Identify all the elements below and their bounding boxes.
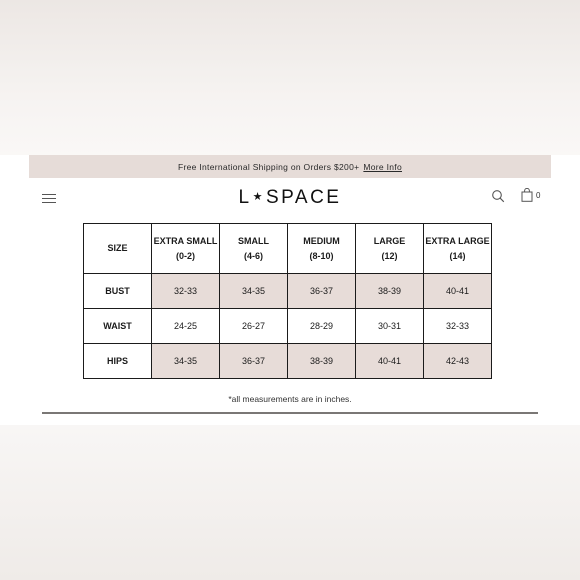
table-header-medium: MEDIUM (8-10) bbox=[288, 224, 356, 274]
table-cell: 36-37 bbox=[288, 274, 356, 309]
background-bottom bbox=[0, 425, 580, 580]
row-label-bust: BUST bbox=[84, 274, 152, 309]
divider-line bbox=[42, 412, 538, 414]
table-header-extra-large: EXTRA LARGE (14) bbox=[424, 224, 492, 274]
logo-star: ★ bbox=[252, 191, 265, 203]
promo-bar bbox=[29, 155, 551, 178]
table-cell: 32-33 bbox=[152, 274, 220, 309]
table-cell: 42-43 bbox=[424, 344, 492, 379]
size-chart-table bbox=[83, 223, 492, 379]
brand-logo[interactable] bbox=[29, 187, 551, 209]
table-cell: 28-29 bbox=[288, 309, 356, 344]
table-header-extra-small: EXTRA SMALL (0-2) bbox=[152, 224, 220, 274]
logo-text-right: SPACE bbox=[265, 187, 342, 208]
table-cell: 34-35 bbox=[220, 274, 288, 309]
table-cell: 34-35 bbox=[152, 344, 220, 379]
more-info-link[interactable]: More Info bbox=[363, 161, 402, 172]
table-cell: 24-25 bbox=[152, 309, 220, 344]
promo-text: Free International Shipping on Orders $200+ bbox=[178, 161, 360, 172]
table-cell: 36-37 bbox=[220, 344, 288, 379]
measurement-note: *all measurements are in inches. bbox=[228, 394, 352, 404]
table-row-hips bbox=[84, 344, 492, 379]
table-row-waist bbox=[84, 309, 492, 344]
table-cell: 40-41 bbox=[356, 344, 424, 379]
logo-text-left: L bbox=[238, 187, 252, 208]
row-label-waist: WAIST bbox=[84, 309, 152, 344]
table-cell: 38-39 bbox=[356, 274, 424, 309]
table-cell: 26-27 bbox=[220, 309, 288, 344]
table-header-size: SIZE bbox=[84, 224, 152, 274]
table-header-small: SMALL (4-6) bbox=[220, 224, 288, 274]
size-chart-page bbox=[0, 155, 580, 425]
background-top bbox=[0, 0, 580, 160]
search-icon[interactable] bbox=[491, 189, 505, 203]
table-cell: 38-39 bbox=[288, 344, 356, 379]
table-header-large: LARGE (12) bbox=[356, 224, 424, 274]
row-label-hips: HIPS bbox=[84, 344, 152, 379]
table-cell: 40-41 bbox=[424, 274, 492, 309]
cart-count: 0 bbox=[536, 191, 541, 200]
site-header bbox=[29, 178, 551, 220]
table-cell: 32-33 bbox=[424, 309, 492, 344]
table-row-bust bbox=[84, 274, 492, 309]
table-cell: 30-31 bbox=[356, 309, 424, 344]
table-header-row bbox=[84, 224, 492, 274]
shopping-bag-icon[interactable] bbox=[521, 188, 533, 202]
